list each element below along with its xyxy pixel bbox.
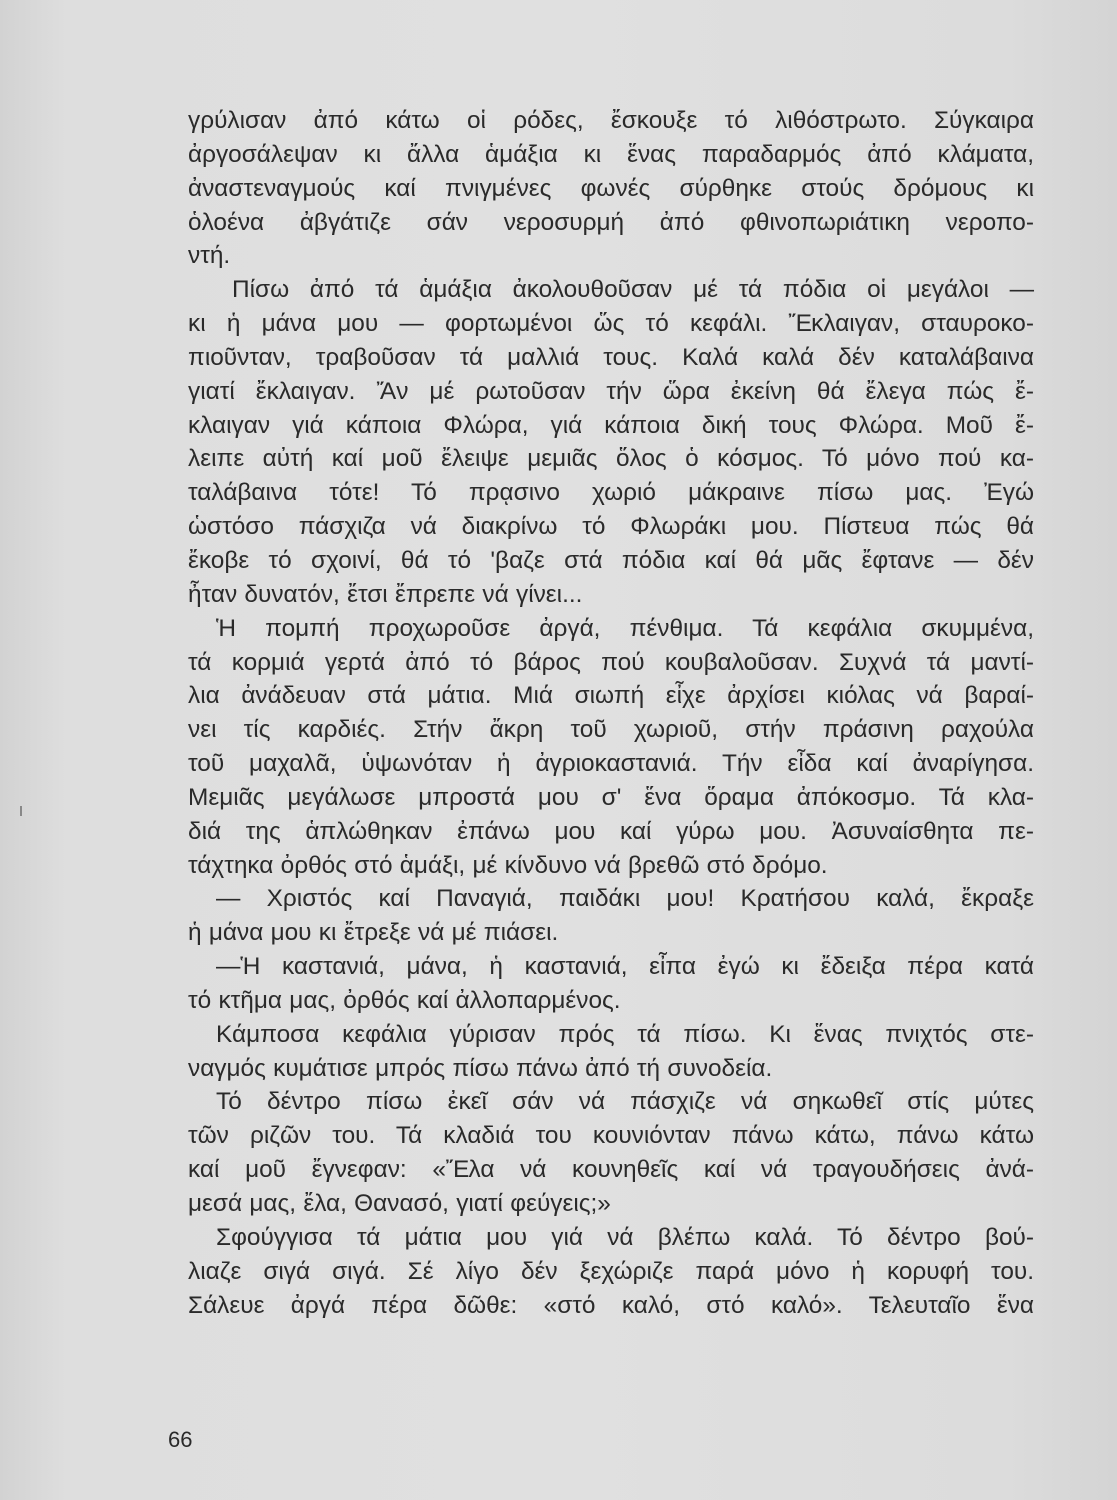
text-line: τάχτηκα ὀρθός στό ἁμάξι, μέ κίνδυνο νά βρεθῶ στό δρόμο. [188,851,828,879]
text-line: καί μοῦ ἔγνεφαν: «Ἔλα νά κουνηθεῖς καί νά τραγουδήσεις ἀνά- [188,1156,1034,1184]
text-line: τοῦ μαχαλᾶ, ὑψωνόταν ἡ ἀγριοκαστανιά. Τήν εἶδα καί ἀναρίγησα. [188,750,1034,778]
text-line: Ἡ πομπή προχωροῦσε ἀργά, πένθιμα. Τά κεφάλια σκυμμένα, [216,614,1034,642]
body-text [188,104,1034,1322]
text-line: — Χριστός καί Παναγιά, παιδάκι μου! Κρατήσου καλά, ἔκραξε [216,885,1034,913]
text-line: Πίσω ἀπό τά ἁμάξια ἀκολουθοῦσαν μέ τά πόδια οἱ μεγάλοι — [232,276,1034,304]
text-line: ὡστόσο πάσχιζα νά διακρίνω τό Φλωράκι μου. Πίστευα πώς θά [188,513,1034,541]
text-line: κλαιγαν γιά κάποια Φλώρα, γιά κάποια δική τους Φλώρα. Μοῦ ἔ- [188,411,1034,439]
text-line: τό κτῆμα μας, ὀρθός καί ἀλλοπαρμένος. [188,986,621,1014]
text-line: μεσά μας, ἔλα, Θανασό, γιατί φεύγεις;» [188,1190,611,1217]
text-line: ἀργοσάλεψαν κι ἄλλα ἁμάξια κι ἕνας παραδαρμός ἀπό κλάματα, [188,140,1034,168]
margin-mark [20,806,22,816]
text-line: λιαζε σιγά σιγά. Σέ λίγο δέν ξεχώριζε παρά μόνο ἡ κορυφή του. [188,1257,1034,1285]
text-line: νει τίς καρδιές. Στήν ἄκρη τοῦ χωριοῦ, στήν πράσινη ραχούλα [188,716,1034,744]
text-line: ἡ μάνα μου κι ἔτρεξε νά μέ πιάσει. [188,919,559,947]
page-number: 66 [168,1427,193,1452]
text-line: τά κορμιά γερτά ἀπό τό βάρος πού κουβαλοῦσαν. Συχνά τά μαντί- [188,648,1034,676]
text-line: Μεμιᾶς μεγάλωσε μπροστά μου σ' ἕνα ὅραμα ἀπόκοσμο. Τά κλα- [188,783,1034,811]
text-line: διά της ἁπλώθηκαν ἐπάνω μου καί γύρω μου. Ἀσυναίσθητα πε- [188,817,1034,845]
text-line: ἦταν δυνατόν, ἔτσι ἔπρεπε νά γίνει... [188,580,583,608]
text-line: λειπε αὐτή καί μοῦ ἔλειψε μεμιᾶς ὅλος ὁ κόσμος. Τό μόνο πού κα- [188,445,1034,473]
text-line: γιατί ἔκλαιγαν. Ἄν μέ ρωτοῦσαν τήν ὥρα ἐκείνη θά ἔλεγα πώς ἔ- [188,377,1034,405]
text-line: λια ἀνάδευαν στά μάτια. Μιά σιωπή εἶχε ἀρχίσει κιόλας νά βαραί- [188,682,1034,710]
text-line: ἔκοβε τό σχοινί, θά τό 'βαζε στά πόδια καί θά μᾶς ἔφτανε — δέν [188,546,1034,574]
text-line: —Ἡ καστανιά, μάνα, ἡ καστανιά, εἶπα ἐγώ κι ἔδειξα πέρα κατά [216,953,1034,981]
text-line: ναγμός κυμάτισε μπρός πίσω πάνω ἀπό τή συνοδεία. [188,1054,773,1082]
text-line: ταλάβαινα τότε! Τό πρᾳσινο χωριό μάκραινε πίσω μας. Ἐγώ [188,479,1034,507]
text-line: ὁλοένα ἀβγάτιζε σάν νεροσυρμή ἀπό φθινοπωριάτικη νεροπο- [188,208,1034,236]
text-line: τῶν ριζῶν του. Τά κλαδιά του κουνιόνταν πάνω κάτω, πάνω κάτω [188,1122,1034,1150]
text-line: πιοῦνταν, τραβοῦσαν τά μαλλιά τους. Καλά καλά δέν καταλάβαινα [188,343,1034,371]
text-line: ἀναστεναγμούς καί πνιγμένες φωνές σύρθηκε στούς δρόμους κι [188,174,1034,202]
text-line: γρύλισαν ἀπό κάτω οἱ ρόδες, ἔσκουξε τό λιθόστρωτο. Σύγκαιρα [188,107,1034,134]
text-line: Σάλευε ἀργά πέρα δῶθε: «στό καλό, στό καλό». Τελευταῖο ἕνα [188,1291,1034,1319]
text-line: κι ἡ μάνα μου — φορτωμένοι ὥς τό κεφάλι. Ἔκλαιγαν, σταυροκο- [188,310,1034,338]
text-line: Κάμποσα κεφάλια γύρισαν πρός τά πίσω. Κι ἕνας πνιχτός στε- [216,1020,1034,1048]
text-line: ντή. [188,242,231,270]
text-line: Τό δέντρο πίσω ἐκεῖ σάν νά πάσχιζε νά σηκωθεῖ στίς μύτες [216,1088,1034,1116]
text-line: Σφούγγισα τά μάτια μου γιά νά βλέπω καλά. Τό δέντρο βού- [216,1223,1034,1251]
